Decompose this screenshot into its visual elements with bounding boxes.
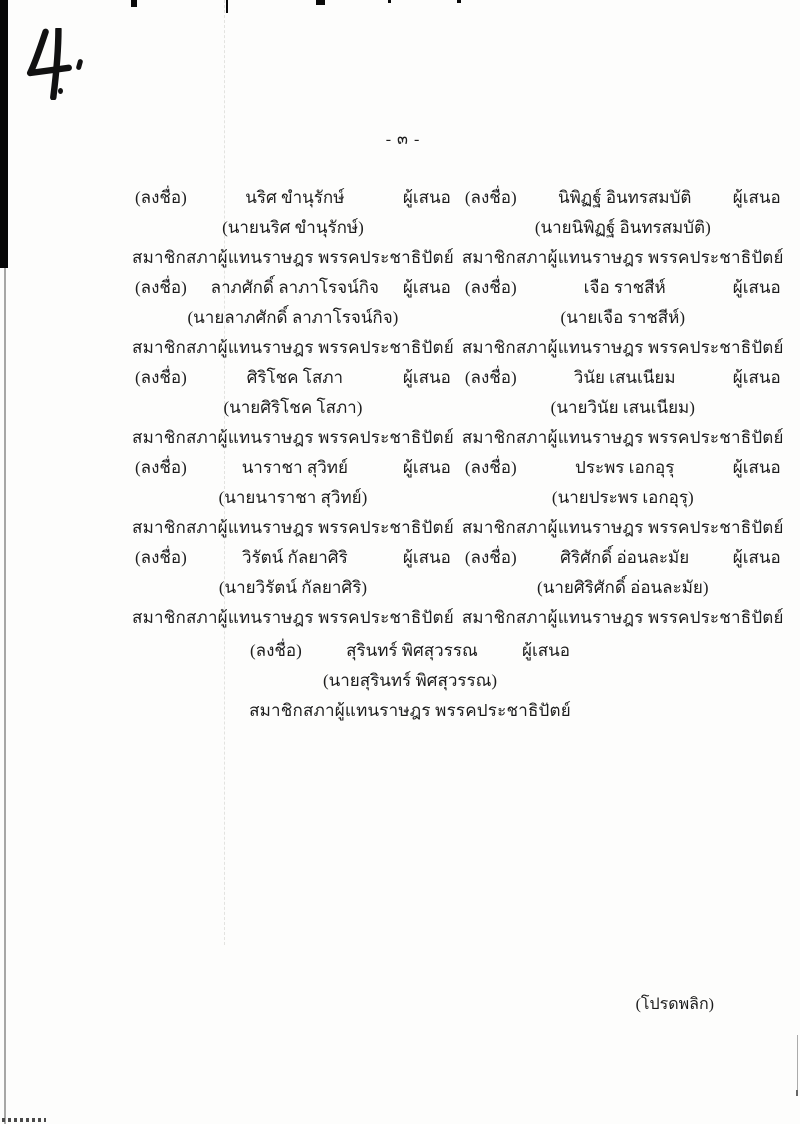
signatory-fullname: (นายศิริโชค โสภา): [223, 398, 363, 417]
proposer-label: ผู้เสนอ: [732, 188, 781, 207]
scan-artifact-tick: [226, 0, 228, 13]
signatory-fullname: (นายนริศ ขำนุรักษ์): [222, 218, 364, 237]
member-party-line: สมาชิกสภาผู้แทนราษฎร พรรคประชาธิปัตย์: [461, 248, 784, 267]
signatory-fullname: (นายวินัย เสนเนียม): [550, 398, 695, 417]
scan-artifact-tick: [316, 0, 325, 5]
proposer-label: ผู้เสนอ: [732, 368, 781, 387]
proposer-label: ผู้เสนอ: [402, 548, 451, 567]
sign-label: (ลงชื่อ): [135, 188, 187, 207]
scan-edge-right-line: [797, 1035, 798, 1090]
member-party-line: สมาชิกสภาผู้แทนราษฎร พรรคประชาธิปัตย์: [461, 518, 784, 537]
scan-artifact-smudge: [2, 1118, 46, 1122]
signatory-fullname: (นายลาภศักดิ์ ลาภาโรจน์กิจ): [187, 308, 399, 327]
signature-block: [132, 273, 454, 363]
signature-block: [462, 273, 784, 363]
sign-label: (ลงชื่อ): [464, 188, 517, 207]
sign-label: (ลงชื่อ): [135, 278, 187, 297]
scan-artifact-tick: [131, 0, 137, 7]
sign-label: (ลงชื่อ): [464, 458, 517, 477]
page-number: - ๓ -: [385, 131, 421, 148]
signature-block: [462, 453, 784, 543]
signatory-name: ศิริศักดิ์ อ่อนละมัย: [560, 548, 690, 567]
signature-block: [132, 453, 454, 543]
signatory-name: นริศ ขำนุรักษ์: [245, 188, 345, 207]
member-party-line: สมาชิกสภาผู้แทนราษฎร พรรคประชาธิปัตย์: [461, 338, 784, 357]
signature-block-center: [240, 636, 580, 726]
signature-block: [462, 363, 784, 453]
handwritten-dot-mark: [58, 88, 63, 94]
scan-artifact-tick: [388, 0, 391, 3]
signatory-name: ประพร เอกอุรุ: [575, 458, 675, 477]
signatory-name: วิรัตน์ กัลยาศิริ: [241, 548, 348, 567]
signature-grid: [132, 183, 784, 633]
proposer-label: ผู้เสนอ: [402, 368, 451, 387]
signature-block: [462, 543, 784, 633]
proposer-label: ผู้เสนอ: [402, 458, 451, 477]
member-party-line: สมาชิกสภาผู้แทนราษฎร พรรคประชาธิปัตย์: [132, 338, 454, 357]
sign-label: (ลงชื่อ): [464, 548, 517, 567]
scan-artifact-speck: [796, 1090, 798, 1096]
signatory-fullname: (นายเจือ ราชสีห์): [560, 308, 686, 327]
sign-label: (ลงชื่อ): [464, 278, 517, 297]
proposer-label: ผู้เสนอ: [402, 278, 451, 297]
signature-block: [132, 363, 454, 453]
signatory-name: วินัย เสนเนียม: [573, 368, 676, 387]
sign-label: (ลงชื่อ): [135, 548, 187, 567]
signatory-name: ลาภศักดิ์ ลาภาโรจน์กิจ: [210, 278, 380, 297]
handwritten-number: [22, 28, 112, 108]
proposer-label: ผู้เสนอ: [522, 641, 570, 660]
member-party-line: สมาชิกสภาผู้แทนราษฎร พรรคประชาธิปัตย์: [132, 608, 454, 627]
proposer-label: ผู้เสนอ: [732, 458, 781, 477]
member-party-line: สมาชิกสภาผู้แทนราษฎร พรรคประชาธิปัตย์: [461, 608, 784, 627]
sign-label: (ลงชื่อ): [464, 368, 517, 387]
member-party-line: สมาชิกสภาผู้แทนราษฎร พรรคประชาธิปัตย์: [249, 701, 571, 720]
scan-artifact-tick: [457, 0, 461, 3]
handwritten-4-glyph: [22, 28, 82, 100]
signatory-fullname: (นายนาราชา สุวิทย์): [218, 488, 368, 507]
signatory-name: นิพิฏฐ์ อินทรสมบัติ: [557, 188, 692, 207]
signatory-fullname: (นายศิริศักดิ์ อ่อนละมัย): [537, 578, 709, 597]
proposer-label: ผู้เสนอ: [732, 548, 781, 567]
signature-block: [132, 543, 454, 633]
member-party-line: สมาชิกสภาผู้แทนราษฎร พรรคประชาธิปัตย์: [461, 428, 784, 447]
signatory-fullname: (นายประพร เอกอุรุ): [551, 488, 694, 507]
signatory-name: เจือ ราชสีห์: [583, 278, 666, 297]
signature-block: [132, 183, 454, 273]
proposer-label: ผู้เสนอ: [402, 188, 451, 207]
signatory-fullname: (นายวิรัตน์ กัลยาศิริ): [218, 578, 368, 597]
member-party-line: สมาชิกสภาผู้แทนราษฎร พรรคประชาธิปัตย์: [132, 428, 454, 447]
sign-label: (ลงชื่อ): [250, 641, 302, 660]
signatory-name: สุรินทร์ พิศสุวรรณ: [346, 641, 478, 660]
sign-label: (ลงชื่อ): [135, 458, 187, 477]
member-party-line: สมาชิกสภาผู้แทนราษฎร พรรคประชาธิปัตย์: [132, 248, 454, 267]
signatory-fullname: (นายสุรินทร์ พิศสุวรรณ): [322, 671, 498, 690]
turn-page-note: (โปรดพลิก): [635, 996, 714, 1013]
signatory-fullname: (นายนิพิฏฐ์ อินทรสมบัติ): [534, 218, 711, 237]
signature-block: [462, 183, 784, 273]
signatory-name: ศิริโชค โสภา: [246, 368, 344, 387]
signatory-name: นาราชา สุวิทย์: [241, 458, 348, 477]
proposer-label: ผู้เสนอ: [732, 278, 781, 297]
member-party-line: สมาชิกสภาผู้แทนราษฎร พรรคประชาธิปัตย์: [132, 518, 454, 537]
sign-label: (ลงชื่อ): [135, 368, 187, 387]
